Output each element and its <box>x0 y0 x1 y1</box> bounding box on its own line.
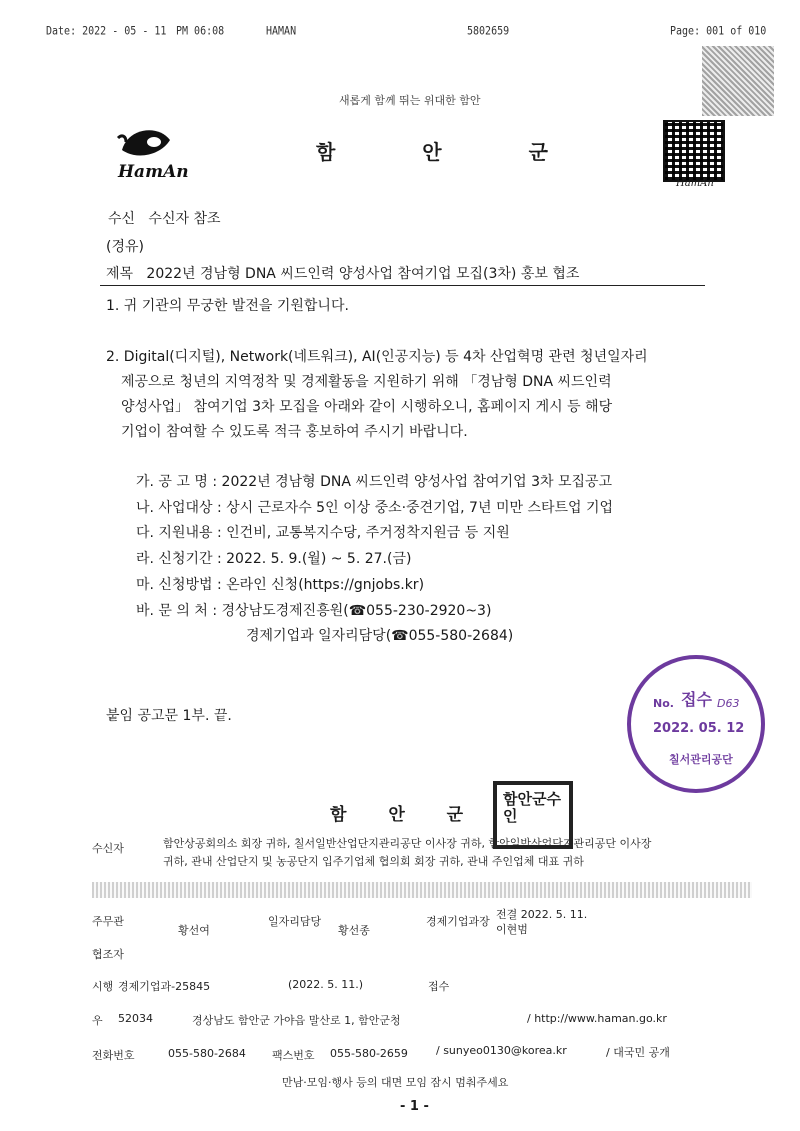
detail-label: 다. 지원내용 : <box>136 525 222 541</box>
issuer: 함 안 군 <box>330 805 482 825</box>
email-link[interactable]: / sunyeo0130@korea.kr <box>436 1044 567 1057</box>
detail-value: 상시 근로자수 5인 이상 중소·중견기업, 7년 미만 스타트업 기업 <box>226 500 614 516</box>
detail-label: 바. 문 의 처 : <box>136 603 218 619</box>
detail-value: 온라인 신청(https://gnjobs.kr) <box>226 577 425 593</box>
subject-value: 2022년 경남형 DNA 씨드인력 양성사업 참여기업 모집(3차) 홍보 협조 <box>146 266 580 282</box>
cooperator-label: 협조자 <box>92 948 124 961</box>
subject-label: 제목 <box>106 266 134 282</box>
approver-note: 전결 2022. 5. 11. <box>496 908 588 921</box>
postal-label: 우 <box>92 1014 103 1027</box>
paragraph-2-line3: 양성사업」 참여기업 3차 모집을 아래와 같이 시행하오니, 홈페이지 게시 등 해당 <box>121 399 613 415</box>
separator-band <box>92 882 752 898</box>
detail-value: 인건비, 교통복지수당, 주거정착지원금 등 지원 <box>226 525 510 541</box>
detail-row <box>136 548 411 570</box>
distribution-line1: 함안상공회의소 회장 귀하, 칠서일반산업단지관리공단 이사장 귀하, 함안일반산업단지관리공단 이사장 <box>163 837 652 850</box>
detail-row <box>136 471 612 493</box>
detail-label: 가. 공 고 명 : <box>136 474 218 490</box>
subject <box>106 263 579 285</box>
page-number: - 1 - <box>400 1099 429 1114</box>
stamp-org: 칠서관리공단 <box>669 753 733 766</box>
detail-row <box>136 497 613 519</box>
subject-underline <box>100 285 705 286</box>
detail-row-continued: 경제기업과 일자리담당(☎055-580-2684) <box>246 628 514 644</box>
approver-role: 경제기업과장 <box>426 915 490 928</box>
reviewer-name: 황선종 <box>338 924 370 937</box>
receipt-label: 접수 <box>428 980 450 993</box>
recipient-label: 수신 <box>108 211 136 227</box>
slogan: 새롭게 함께 뛰는 위대한 함안 <box>339 94 481 107</box>
detail-value: 경상남도경제진흥원(☎055-230-2920~3) <box>221 603 492 619</box>
phone: 055-580-2684 <box>168 1047 246 1060</box>
scan-noise <box>702 46 774 116</box>
stamp-number: D63 <box>717 697 740 710</box>
enforcement-number: 경제기업과-25845 <box>118 980 211 993</box>
via: (경유) <box>106 239 144 255</box>
qr-code <box>663 120 725 182</box>
address: 경상남도 함안군 가야읍 말산로 1, 함안군청 <box>192 1014 401 1027</box>
enforcement-date: (2022. 5. 11.) <box>288 978 364 991</box>
drafter-role: 주무관 <box>92 915 124 928</box>
detail-row <box>136 574 424 596</box>
logo-text: HamAn <box>118 162 189 182</box>
stamp-title: 접수 <box>681 690 712 709</box>
distribution-line2: 귀하, 관내 산업단지 및 농공단지 입주기업체 협의회 회장 귀하, 관내 주인업체 대표 귀하 <box>163 855 584 868</box>
fax-sender: HAMAN <box>266 25 297 38</box>
detail-label: 마. 신청방법 : <box>136 577 222 593</box>
drafter-name: 황선여 <box>178 924 210 937</box>
recipient-value: 수신자 참조 <box>148 211 221 227</box>
fax: 055-580-2659 <box>330 1047 408 1060</box>
seal-text: 함안군수인 <box>503 790 561 825</box>
phone-label: 전화번호 <box>92 1049 135 1062</box>
attachment: 붙임 공고문 1부. 끝. <box>106 708 232 724</box>
paragraph-2-line1: 2. Digital(디지털), Network(네트워크), AI(인공지능) 등 4차 산업혁명 관련 청년일자리 <box>106 349 648 365</box>
homepage-link[interactable]: / http://www.haman.go.kr <box>527 1012 667 1025</box>
enforcement-label: 시행 <box>92 980 114 993</box>
paragraph-1: 1. 귀 기관의 무궁한 발전을 기원합니다. <box>106 298 349 314</box>
detail-row <box>136 600 491 622</box>
disclosure: / 대국민 공개 <box>606 1046 670 1059</box>
paragraph-2-line2: 제공으로 청년의 지역정착 및 경제활동을 지원하기 위해 「경남형 DNA 씨드인력 <box>121 374 612 390</box>
stamp-no-label: No. <box>653 697 674 710</box>
fax-number: 5802659 <box>467 25 510 38</box>
stamp-date: 2022. 05. 12 <box>653 721 745 736</box>
detail-row <box>136 522 510 544</box>
recipient <box>108 208 221 230</box>
postal-code: 52034 <box>118 1012 153 1025</box>
fax-date: Date: 2022 - 05 - 11 <box>46 25 167 38</box>
fax-label: 팩스번호 <box>272 1049 315 1062</box>
approver-name: 이현범 <box>496 923 528 936</box>
detail-value: 2022. 5. 9.(월) ~ 5. 27.(금) <box>226 551 412 567</box>
haman-logo <box>108 116 189 186</box>
detail-value: 2022년 경남형 DNA 씨드인력 양성사업 참여기업 3차 모집공고 <box>221 474 613 490</box>
campaign-slogan: 만남·모임·행사 등의 대면 모임 잠시 멈춰주세요 <box>282 1076 509 1089</box>
detail-label: 나. 사업대상 : <box>136 500 222 516</box>
reviewer-role: 일자리담당 <box>268 915 322 928</box>
receipt-stamp <box>627 655 765 793</box>
fax-time: PM 06:08 <box>176 25 225 38</box>
distribution-label: 수신자 <box>92 842 124 855</box>
fax-page: Page: 001 of 010 <box>670 25 767 38</box>
qr-caption: HamAn <box>676 178 714 189</box>
org-title: 함 안 군 <box>316 140 588 164</box>
paragraph-2-line4: 기업이 참여할 수 있도록 적극 홍보하여 주시기 바랍니다. <box>121 424 468 440</box>
detail-label: 라. 신청기간 : <box>136 551 222 567</box>
